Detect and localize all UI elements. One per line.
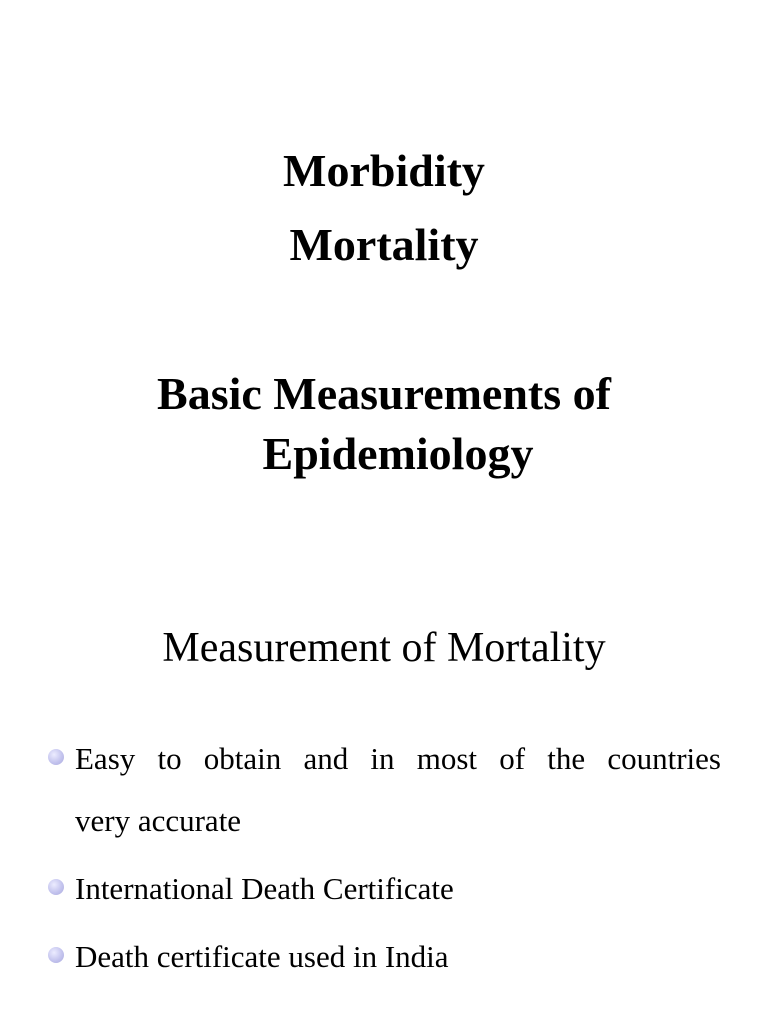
slide-title-mortality: Mortality xyxy=(289,219,479,270)
bullet-dot-icon xyxy=(48,947,64,963)
content-slide xyxy=(0,600,768,1024)
slide-title-morbidity: Morbidity xyxy=(283,145,485,196)
bullet-item xyxy=(0,858,768,920)
bullet-item xyxy=(0,926,768,988)
slide-heading-line-1: Basic Measurements of xyxy=(157,368,611,419)
bullet-item xyxy=(0,728,768,852)
slide-heading-line-2: Epidemiology xyxy=(262,428,534,479)
bullet-text: International Death Certificate xyxy=(75,871,454,906)
bullet-dot-icon xyxy=(48,749,64,765)
bullet-dot-icon xyxy=(48,879,64,895)
bullet-text xyxy=(75,728,721,852)
bullet-text-line-2: very accurate xyxy=(75,803,242,838)
bullet-list xyxy=(0,728,768,994)
bullet-text: Death certificate used in India xyxy=(75,939,449,974)
section-title: Measurement of Mortality xyxy=(162,625,606,671)
bullet-text-line-1: Easy to obtain and in most of the countries xyxy=(75,741,721,776)
